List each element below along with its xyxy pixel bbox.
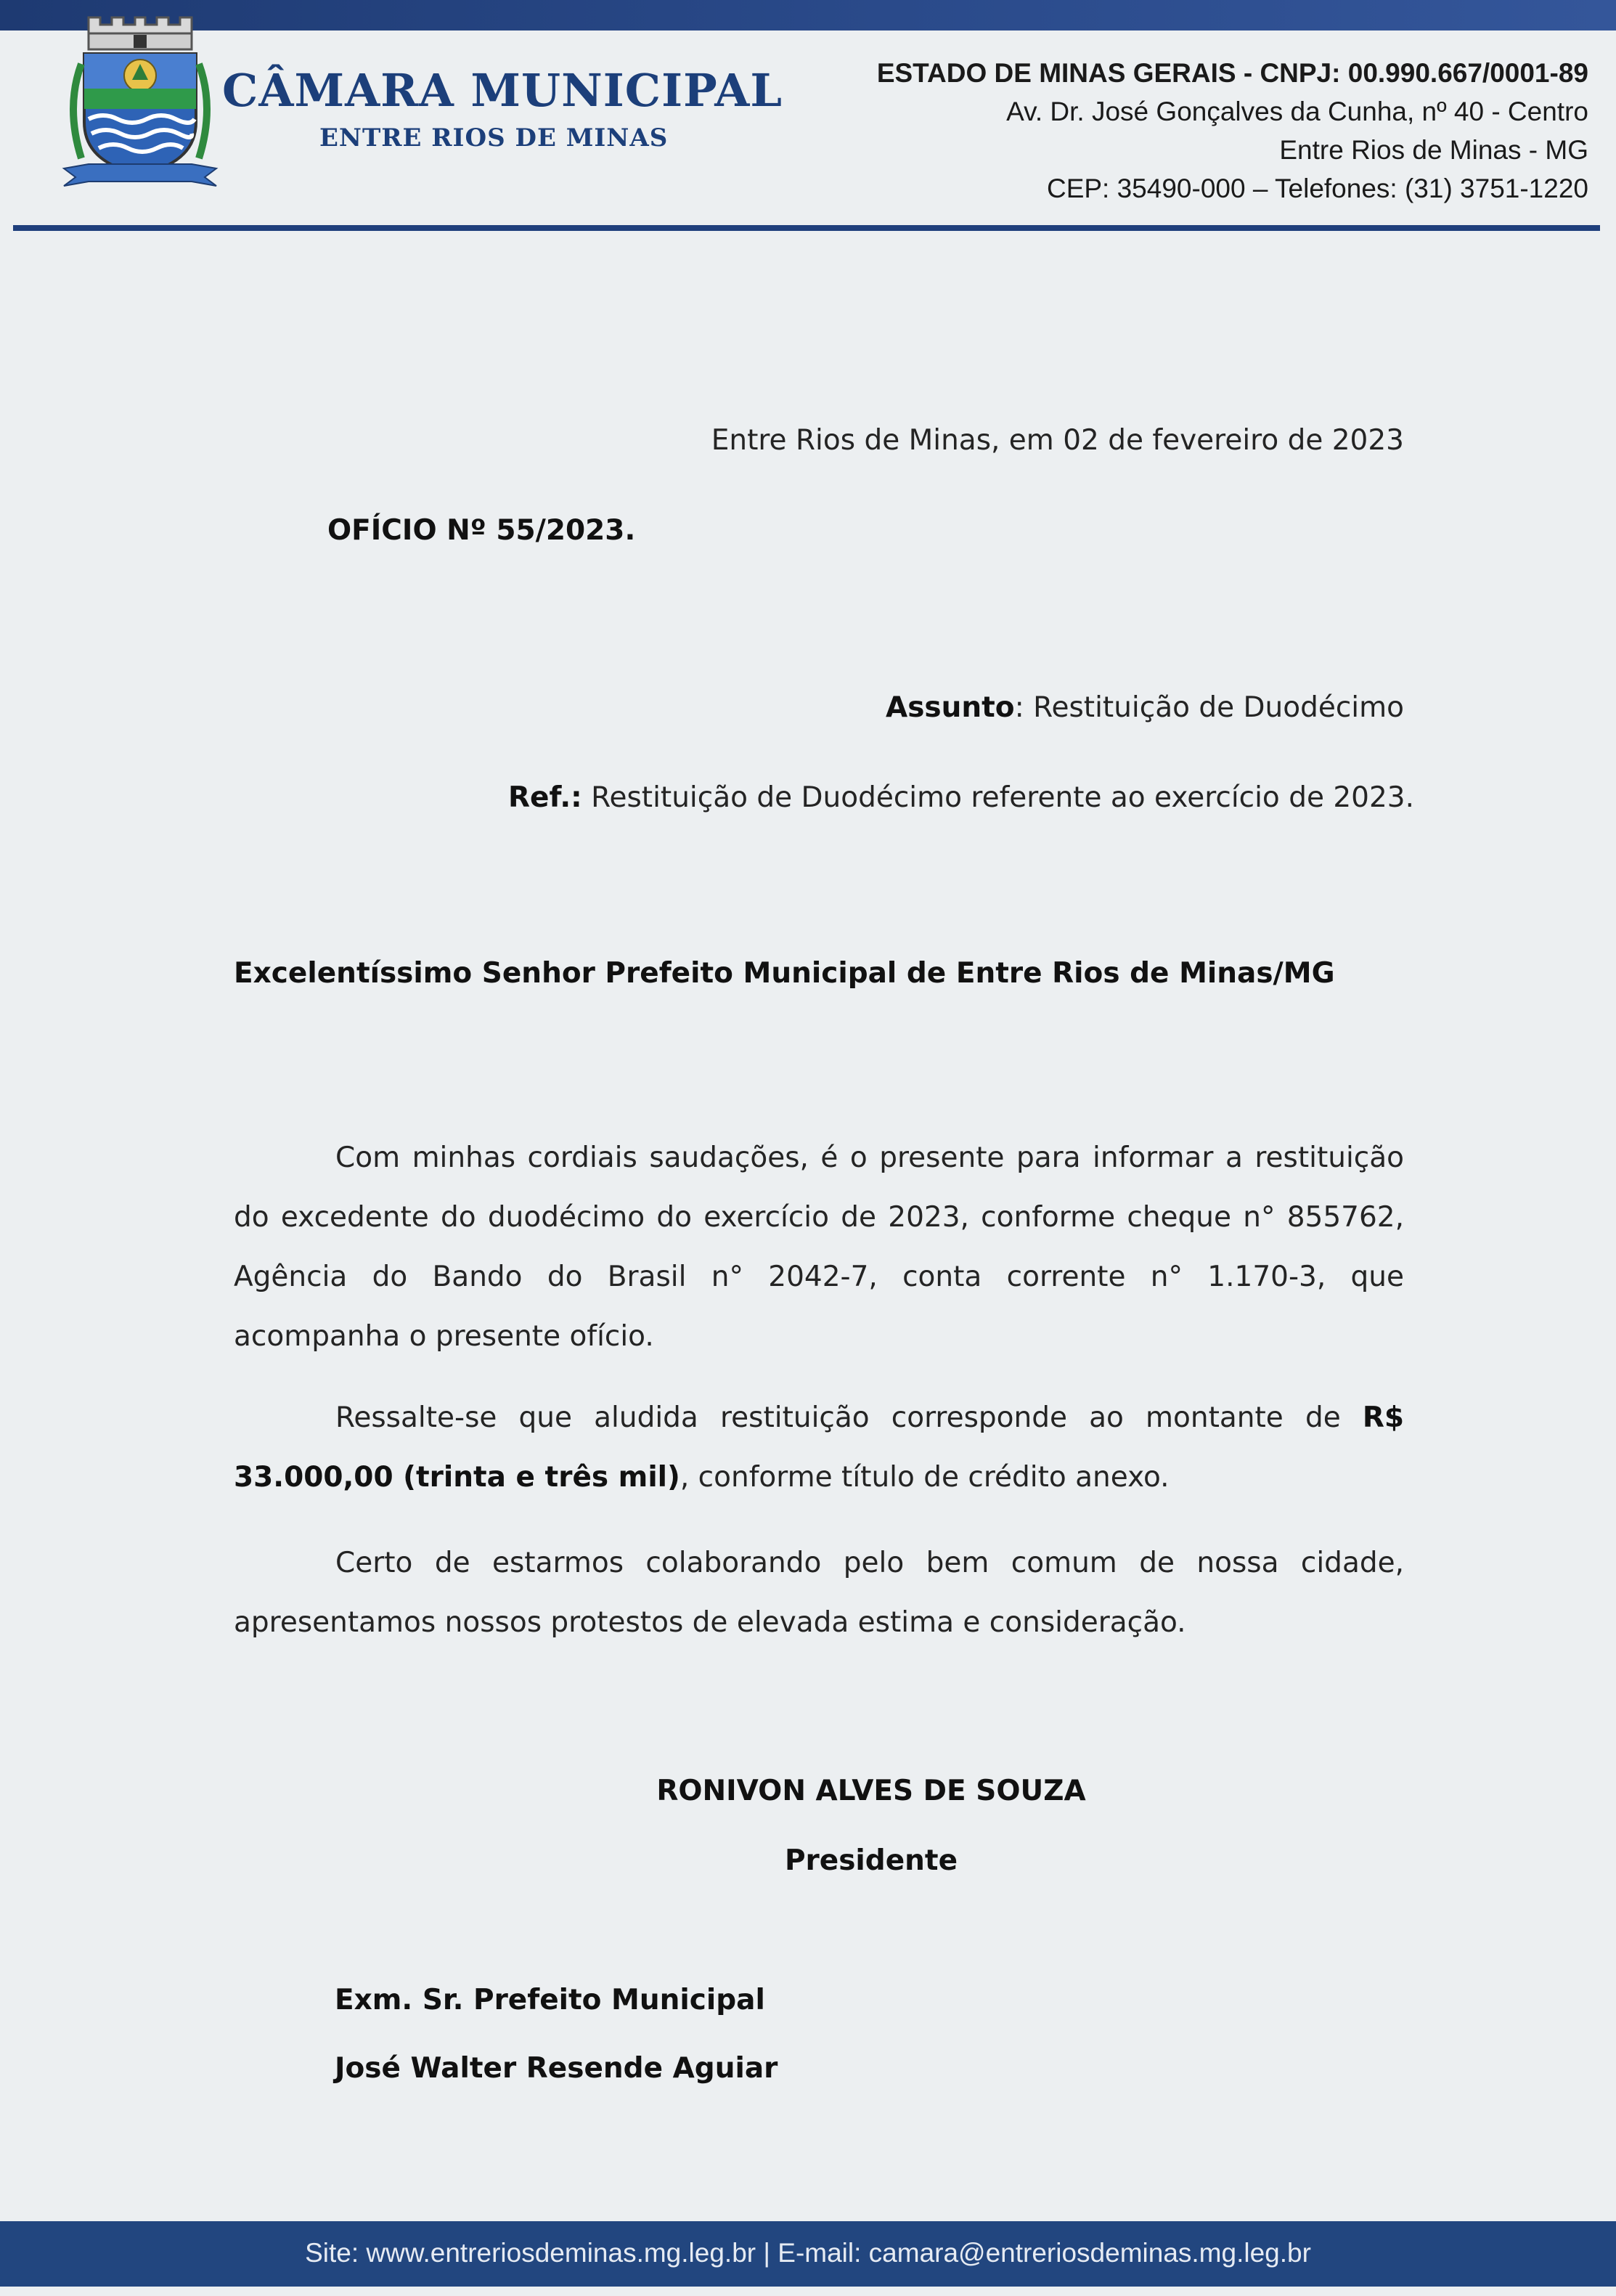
addressee-name: José Walter Resende Aguiar [335,2052,778,2085]
oficio-number: OFÍCIO Nº 55/2023. [327,514,636,547]
salutation: Excelentíssimo Senhor Prefeito Municipal de Entre Rios de Minas/MG [234,957,1335,990]
ref-line [508,781,1414,814]
contact-city: Entre Rios de Minas - MG [1279,135,1588,165]
paragraph-2-tail: , conforme título de crédito anexo. [680,1461,1170,1494]
paragraph-2-text: Ressalte-se que aludida restituição corresponde ao montante de [335,1401,1363,1434]
org-subtitle: ENTRE RIOS DE MINAS [319,123,669,152]
coat-of-arms-icon [60,13,221,192]
ref-text: Restituição de Duodécimo referente ao exercício de 2023. [581,781,1414,814]
assunto-text: : Restituição de Duodécimo [1014,691,1404,724]
contact-state-cnpj: ESTADO DE MINAS GERAIS - CNPJ: 00.990.667/0001-89 [876,58,1588,88]
signer-title: Presidente [784,1844,958,1877]
contact-block [775,54,1588,208]
contact-cep-phone: CEP: 35490-000 – Telefones: (31) 3751-1220 [1046,174,1588,203]
assunto-line [726,691,1404,724]
footer-contact-text: Site: www.entreriosdeminas.mg.leg.br | E-mail: camara@entreriosdeminas.mg.leg.br [305,2238,1311,2268]
assunto-label: Assunto [886,691,1015,724]
top-color-band [0,0,1616,30]
header-divider [13,225,1600,231]
addressee-title: Exm. Sr. Prefeito Municipal [335,1984,765,2016]
date-line: Entre Rios de Minas, em 02 de fevereiro de 2023 [711,424,1404,457]
amount-text: R$ 33.000,00 (trinta e três mil) [234,1401,1404,1494]
contact-address: Av. Dr. José Gonçalves da Cunha, nº 40 - Centro [1006,97,1588,126]
org-title: CÂMARA MUNICIPAL [222,64,783,117]
signer-name: RONIVON ALVES DE SOUZA [656,1775,1086,1807]
paragraph-2 [234,1388,1404,1507]
ref-label: Ref.: [508,781,582,814]
paragraph-3: Certo de estarmos colaborando pelo bem comum de nossa cidade, apresentamos nossos protestos de elevada estima e consideração. [234,1547,1404,1639]
paragraph-1: Com minhas cordiais saudações, é o presente para informar a restituição do excedente do duodécimo do exercício de 2023, conforme cheque n° 855762, Agência do Bando do Brasil n° 2042-7, conta corrente n° 1.170-3, que acompanha o presente ofício. [234,1141,1404,1353]
